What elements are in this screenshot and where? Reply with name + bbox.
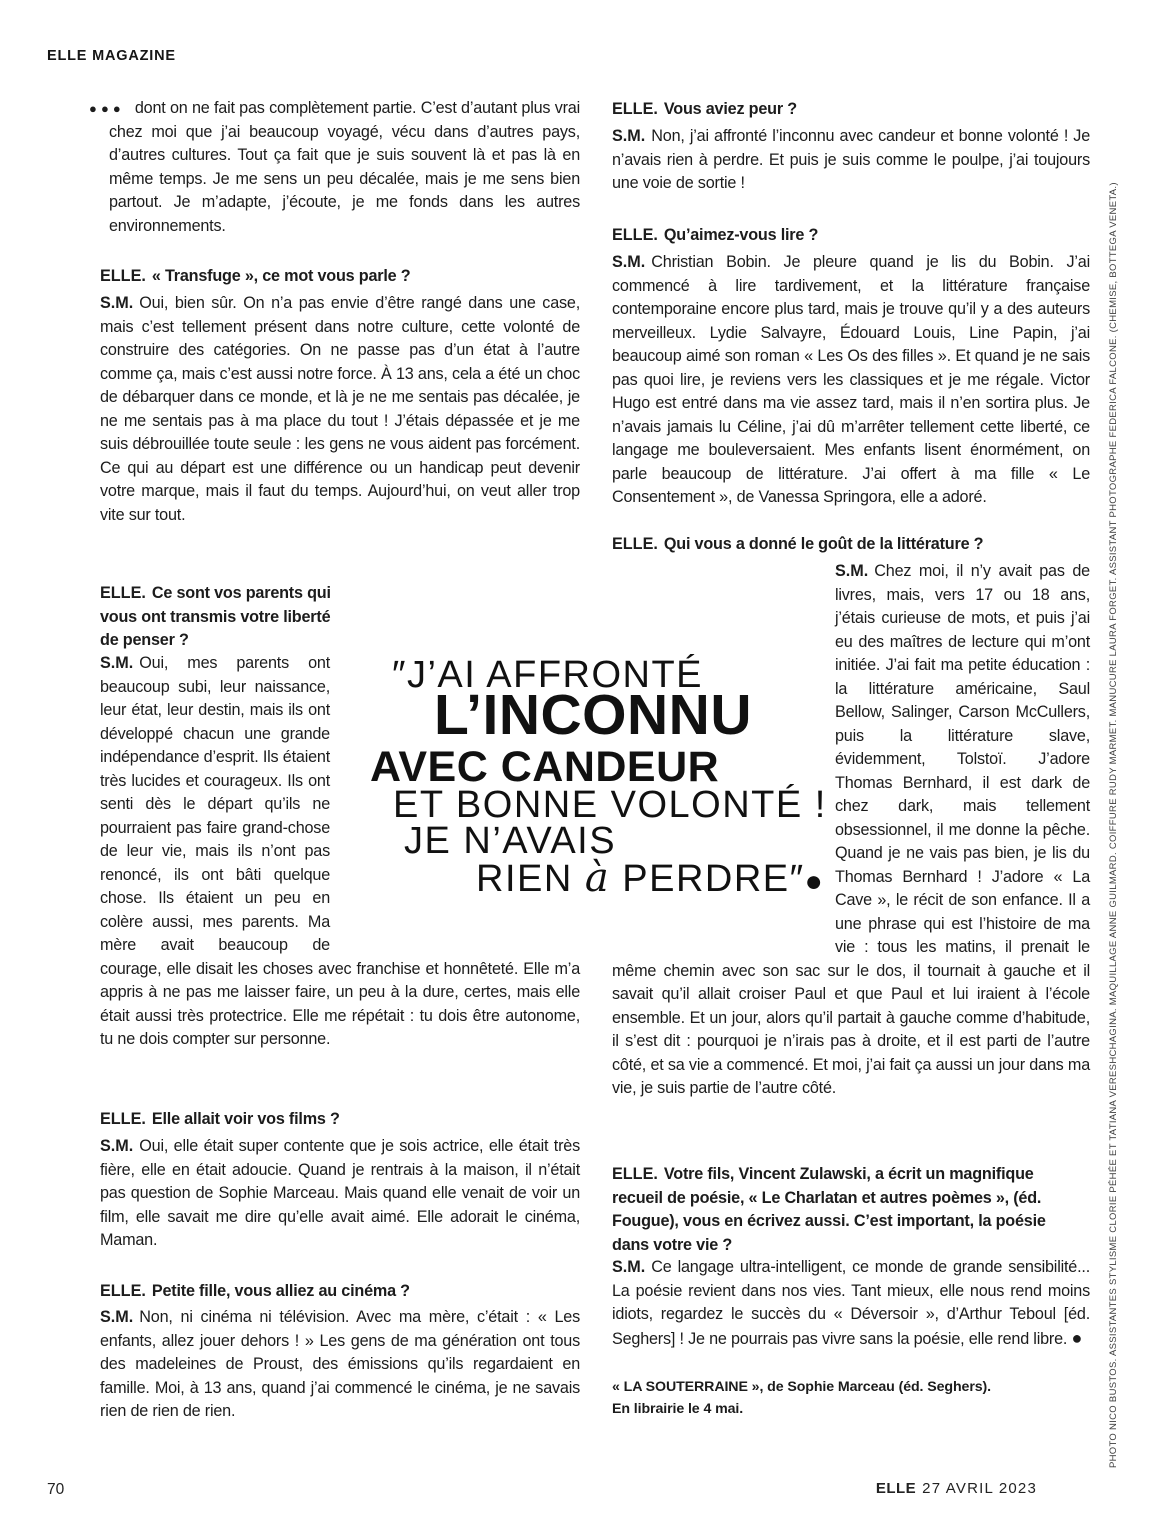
answer-text: Ce langage ultra-intelligent, ce monde de grande sensibilité... La poésie revient dans nos vies. Tant mieux, elle nous rend moins idiots, regardez le succès du « Déversoir », d’Arthur Teboul [éd. Seghers] ! Je ne pourrais pas vivre sans la poésie, elle rend libre.	[612, 1258, 1090, 1348]
question-cinema	[100, 1280, 580, 1304]
intro-continuation-paragraph	[89, 97, 581, 238]
pull-quote-text: RIEN	[476, 858, 585, 900]
interviewer-label: ELLE.	[100, 584, 146, 602]
answer-text: Oui, bien sûr. On n’a pas envie d’être rangé dans une case, mais c’est tellement présent dans notre culture, cette volonté de construire des catégories. On ne passe pas d’un état à l’autre comme ça, mais c’est aussi notre force. À 13 ans, cela a été un choc de débarquer dans ce monde, et là je ne me sentais pas décalée, je ne me sentais pas à ma place du tout ! J’étais dépassée et je me suis débrouillée toute seule : les gens ne vous aident pas forcément. Ce qui au départ est une différence ou un handicap peut devenir votre marque, mais il faut du temps. Aujourd’hui, on veut aller trop vite sur tout.	[100, 294, 580, 524]
question-text: Elle allait voir vos films ?	[151, 1110, 340, 1128]
answer-text: Oui, elle était super contente que je sois actrice, elle était très fière, elle en était adoucie. Quand je rentrais à la maison, il n’était pas question de Sophie Marceau. Mais quand elle venait de voir un film, elle savait me dire qu’elle avait aimé. Elle adorait le cinéma, Maman.	[100, 1137, 580, 1249]
question-parents	[100, 582, 350, 653]
pull-quote-line-6	[476, 855, 823, 901]
pull-quote	[370, 645, 827, 920]
pull-quote-line-2: L’INCONNU	[434, 683, 752, 747]
answer-films	[100, 1135, 580, 1253]
footer-date: 27 AVRIL 2023	[922, 1480, 1037, 1497]
interviewee-label: S.M.	[612, 253, 646, 271]
answer-text: Oui, mes parents ont beaucoup subi, leur naissance, leur état, leur destin, mais ils ont développé chacun une grande indépendance d’esprit. Ils étaient très lucides et courageux. Ils ont senti dès le départ qu’ils ne pourraient pas faire grand-chose de leur vie, mais ils n’ont pas renoncé, ils ont bâti quelque chose. Ils étaient un peu en colère aussi, mes parents. Ma mère avait beaucoup de courage, elle disait les choses avec franchise et honnêteté. Elle m’a appris à ne pas me laisser faire, un peu à la dure, certes, mais elle était aussi très protectrice. Elle me répétait : tu dois être autonome, tu ne dois compter sur personne.	[100, 654, 580, 1048]
pull-quote-line-5: JE N’AVAIS	[404, 820, 617, 862]
answer-text: Christian Bobin. Je pleure quand je lis du Bobin. J’ai commencé à lire tardivement, et la littérature française contemporaine encore plus tard, mais je trouve qu’il y a des auteurs merveilleux. Lydie Salvayre, Édouard Louis, Line Papin, j’ai beaucoup aimé son roman « Les Os des filles ». Et quand je ne sais pas quoi lire, je reviens vers les classiques et je me régale. Victor Hugo est entré dans ma vie assez tard, mais il n’en sortira plus. Je n’avais jamais lu Céline, j’ai dû m’arrêter tellement cette liberté, ce langage me bouleversaient. Mes enfants lisent énormément, on parle beaucoup de littérature. J’ai offert à ma fille « Le Consentement », de Vanessa Springora, elle a adoré.	[612, 253, 1090, 506]
question-text: Vous aviez peur ?	[663, 100, 797, 118]
interviewer-label: ELLE.	[612, 1165, 658, 1183]
question-text: Petite fille, vous alliez au cinéma ?	[151, 1282, 410, 1300]
page-number: 70	[47, 1481, 65, 1498]
question-text: Qu’aimez-vous lire ?	[663, 226, 819, 244]
question-litterature	[612, 533, 1090, 557]
pull-quote-line-3: AVEC CANDEUR	[370, 743, 720, 791]
interviewer-label: ELLE.	[612, 100, 658, 118]
interviewer-label: ELLE.	[100, 1110, 146, 1128]
answer-fils	[612, 1256, 1090, 1351]
intro-text: dont on ne fait pas complètement partie. C’est d’autant plus vrai chez moi que j’ai beaucoup voyagé, vécu dans d’autres pays, d’autres cultures. Tout ça fait que je suis souvent là et pas là en même temps. Je me sens un peu décalée, mais je me sens bien partout. Je m’adapte, j’écoute, je me fonds dans les autres environnements.	[109, 99, 581, 235]
interviewee-label: S.M.	[835, 562, 869, 580]
photo-credits-vertical: PHOTO NICO BUSTOS. ASSISTANTES STYLISME CLORIE PÉHÉE ET TATIANA VERESHCHAGINA. MAQUILLAGE ANNE GUILMARD. COIFFURE RUDY MARMET. MANUCURE LAURA FORGET. ASSISTANT PHOTOGRAPHE FEDERICA FALCONE. (CHEMISE, BOTTEGA VENETA.)	[1108, 182, 1119, 1468]
question-lire	[612, 224, 1090, 248]
answer-text: Non, ni cinéma ni télévision. Avec ma mère, c’était : « Les enfants, allez jouer dehors ! » Les gens de ma génération ont tous des madeleines de Proust, des émissions qu’ils regardaient en famille. Moi, à 13 ans, quand j’ai commencé le cinéma, je ne savais rien de rien de rien.	[100, 1308, 580, 1420]
interviewee-label: S.M.	[100, 654, 134, 672]
footer-brand: ELLE	[875, 1480, 917, 1497]
end-of-article-dot-icon: ●	[1071, 1327, 1083, 1348]
answer-transfuge	[100, 292, 580, 527]
continuation-dots-icon: ●●●	[89, 101, 125, 116]
answer-lire	[612, 251, 1090, 510]
question-text: Votre fils, Vincent Zulawski, a écrit un magnifique recueil de poésie, « Le Charlatan et autres poèmes », (éd. Fougue), vous en écrivez aussi. C’est important, la poésie dans votre vie ?	[612, 1165, 1046, 1254]
interviewee-label: S.M.	[612, 1258, 646, 1276]
pull-quote-line-4: ET BONNE VOLONTÉ !	[393, 784, 827, 826]
pull-quote-text: PERDRE	[610, 858, 790, 900]
pull-quote-text: J’AI AFFRONTÉ	[406, 654, 704, 696]
question-films	[100, 1108, 580, 1132]
book-credit-title: « LA SOUTERRAINE », de Sophie Marceau (éd. Seghers).	[612, 1379, 991, 1395]
interviewer-label: ELLE.	[100, 1282, 146, 1300]
interviewer-label: ELLE.	[100, 267, 146, 285]
open-quote-mark: ″	[392, 654, 407, 696]
book-credit-release: En librairie le 4 mai.	[612, 1401, 744, 1417]
question-peur	[612, 98, 1090, 122]
interviewer-label: ELLE.	[612, 226, 658, 244]
answer-peur	[612, 125, 1090, 196]
close-quote-mark: ″	[789, 858, 805, 900]
answer-text: Chez moi, il n’y avait pas de livres, mais, vers 17 ou 18 ans, j’étais curieuse de mots, et puis j’ai eu des maîtres de lecture qui m’ont initiée. J’ai fait ma petite éducation : la littérature américaine, Saul Bellow, Salinger, Carson McCullers, puis la littérature slave, évidemment, Tolstoï. J’adore Thomas Bernhard, il est dark de chez dark, mais tellement obsessionnel, il me donne la pêche. Quand je ne vais pas bien, je lis du Thomas Bernhard ! J’adore « La Cave », le récit de son enfance. Il a une phrase qui est l’histoire de ma vie : tous les matins, il prenait le même chemin avec son sac sur le dos, il tournait à gauche et il savait qu’il allait croiser Paul et que Paul et lui iraient à l’école ensemble. Et un jour, alors qu’il partait à gauche comme d’habitude, il s’est dit : pourquoi je n’irais pas à droite, et il est parti de l’autre côté, et sa vie a commencé. Et moi, j’ai fait ça aussi un jour dans ma vie, je suis partie de l’autre côté.	[612, 562, 1090, 1097]
question-text: « Transfuge », ce mot vous parle ?	[151, 267, 411, 285]
question-fils	[612, 1163, 1057, 1257]
book-credit	[612, 1376, 1090, 1420]
footer-issue-info	[876, 1480, 1037, 1497]
pull-quote-italic-a: à	[584, 855, 611, 901]
magazine-section-header: ELLE MAGAZINE	[47, 48, 176, 64]
answer-cinema	[100, 1306, 580, 1424]
interviewee-label: S.M.	[612, 127, 646, 145]
answer-text: Non, j’ai affronté l’inconnu avec candeur et bonne volonté ! Je n’avais rien à perdre. Et puis je suis comme le poulpe, j’ai toujours une voie de sortie !	[612, 127, 1090, 192]
interviewee-label: S.M.	[100, 1308, 134, 1326]
question-text: Ce sont vos parents qui vous ont transmis votre liberté de penser ?	[100, 584, 331, 649]
interviewee-label: S.M.	[100, 1137, 134, 1155]
interviewer-label: ELLE.	[612, 535, 658, 553]
question-text: Qui vous a donné le goût de la littérature ?	[663, 535, 984, 553]
question-transfuge	[100, 265, 580, 289]
pull-quote-end-dot-icon: ●	[804, 865, 823, 898]
interviewee-label: S.M.	[100, 294, 134, 312]
